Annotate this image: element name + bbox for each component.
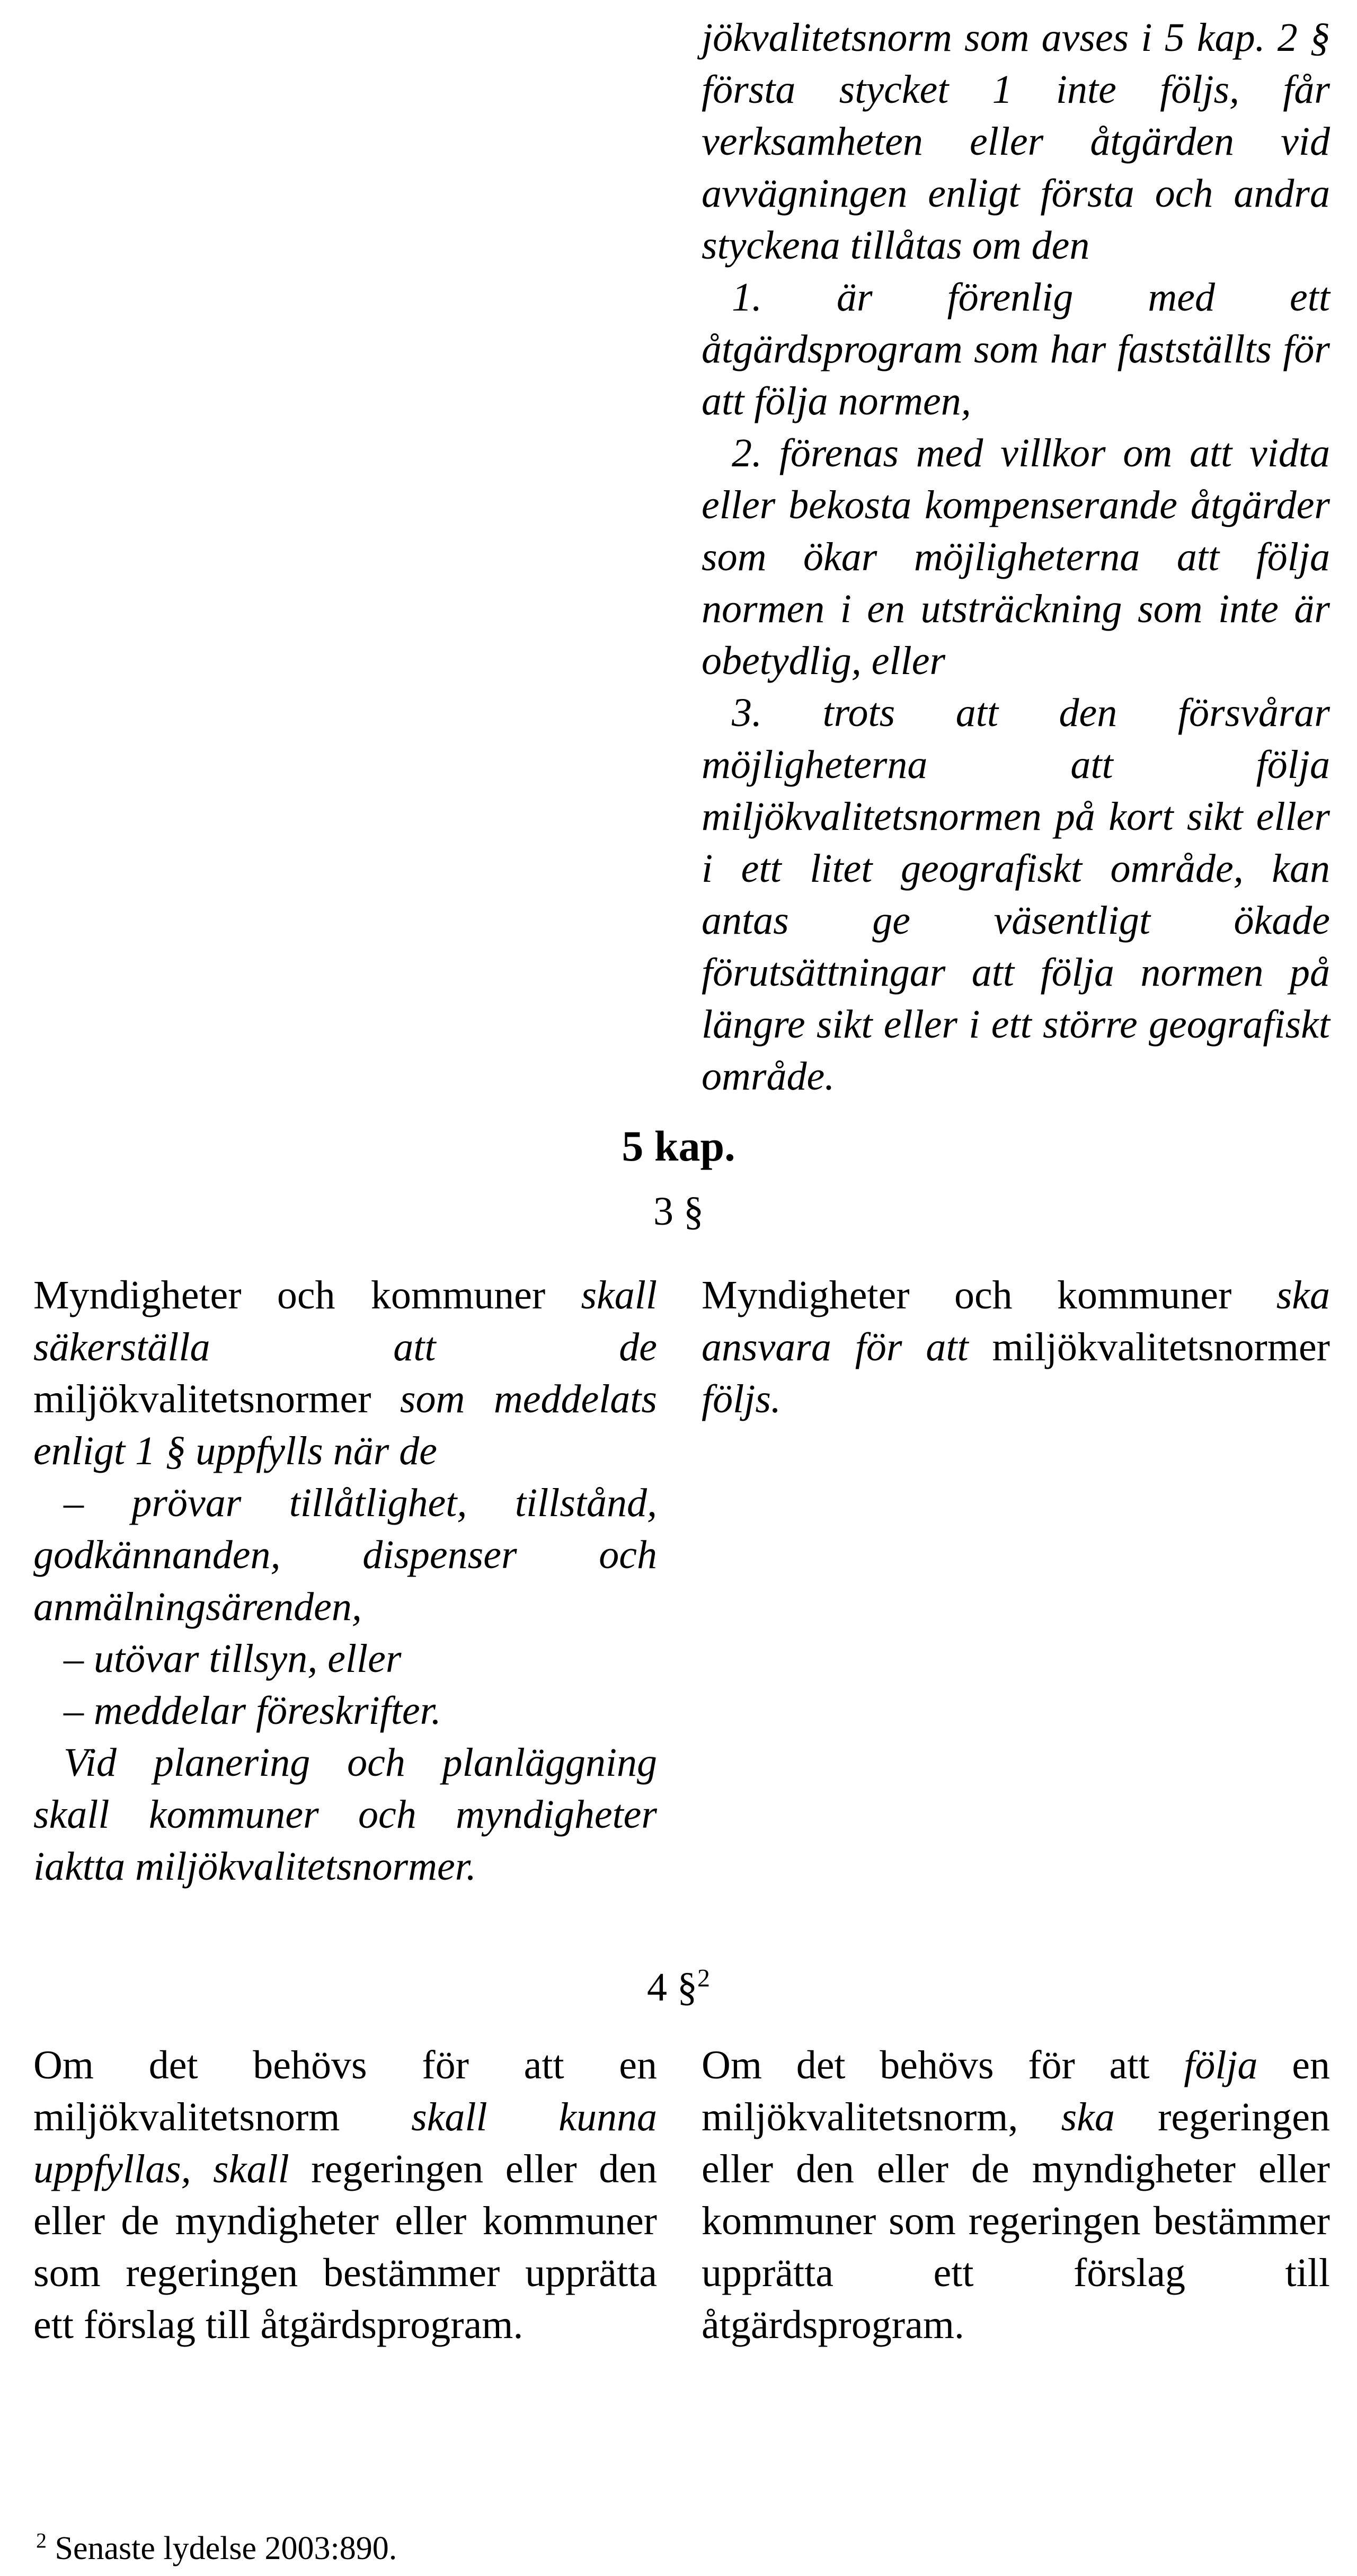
section-3-heading: [0, 1185, 1357, 1238]
footnote-mark: 2: [36, 2528, 47, 2553]
top-right-text-block: [702, 12, 1330, 1102]
section-3-new-text: [702, 1269, 1330, 1425]
section-4-old-text: [33, 2039, 657, 2351]
section-4-old-paragraph: Om det behövs för att en miljökvalitetsnorm skall kunna uppfyllas, skall regeringen eller den eller de myndigheter eller kommuner som regeringen bestämmer upprätta ett förslag till åtgärdsprogram.: [33, 2043, 657, 2347]
section-4-new-paragraph: Om det behövs för att följa en miljökvalitetsnorm, ska regeringen eller den eller de myndigheter eller kommuner som regeringen bestämmer upprätta ett förslag till åtgärdsprogram.: [702, 2043, 1330, 2347]
bullet-item-1: – prövar tillåtlighet, tillstånd, godkännanden, dispenser och anmälningsärenden,: [33, 1481, 657, 1629]
bullet-item-3: – meddelar föreskrifter.: [64, 1688, 441, 1733]
footnote-text: Senaste lydelse 2003:890.: [47, 2530, 397, 2566]
section-4-label: 4 §: [647, 1965, 697, 2010]
section-3-old-paragraph: Myndigheter och kommuner skall säkerställa att de miljökvalitetsnormer som meddelats enligt 1 § uppfylls när de: [33, 1273, 657, 1473]
chapter-heading: 5 kap.: [622, 1122, 735, 1170]
list-item-3: 3. trots att den försvårar möjligheterna att följa miljökvalitetsnormen på kort sikt eller i ett litet geografiskt område, kan antas ge väsentligt ökade förutsättningar att följa normen på längre sikt eller i ett större geografiskt område.: [702, 691, 1330, 1099]
footnote-reference: 2: [697, 1964, 710, 1993]
list-item-2: 2. förenas med villkor om att vidta eller bekosta kompenserande åtgärder som ökar möjligheterna att följa normen i en utsträckning som inte är obetydlig, eller: [702, 431, 1330, 683]
paragraph-continuation: jökvalitetsnorm som avses i 5 kap. 2 § första stycket 1 inte följs, får verksamheten eller åtgärden vid avvägningen enligt första och andra styckena tillåtas om den: [702, 15, 1330, 268]
section-4-heading: [0, 1961, 1357, 2014]
section-4-new-text: [702, 2039, 1330, 2351]
section-3-old-text: [33, 1269, 657, 1892]
section-3-new-paragraph: Myndigheter och kommuner ska ansvara för att miljökvalitetsnormer följs.: [702, 1273, 1330, 1421]
list-item-1: 1. är förenlig med ett åtgärdsprogram som har fastställts för att följa normen,: [702, 275, 1330, 423]
section-3-label: 3 §: [653, 1189, 704, 1234]
bullet-item-2: – utövar tillsyn, eller: [64, 1636, 402, 1681]
footnote: [36, 2527, 397, 2570]
section-3-old-paragraph-2: Vid planering och planläggning skall kommuner och myndigheter iaktta miljökvalitetsnormer.: [33, 1740, 657, 1889]
